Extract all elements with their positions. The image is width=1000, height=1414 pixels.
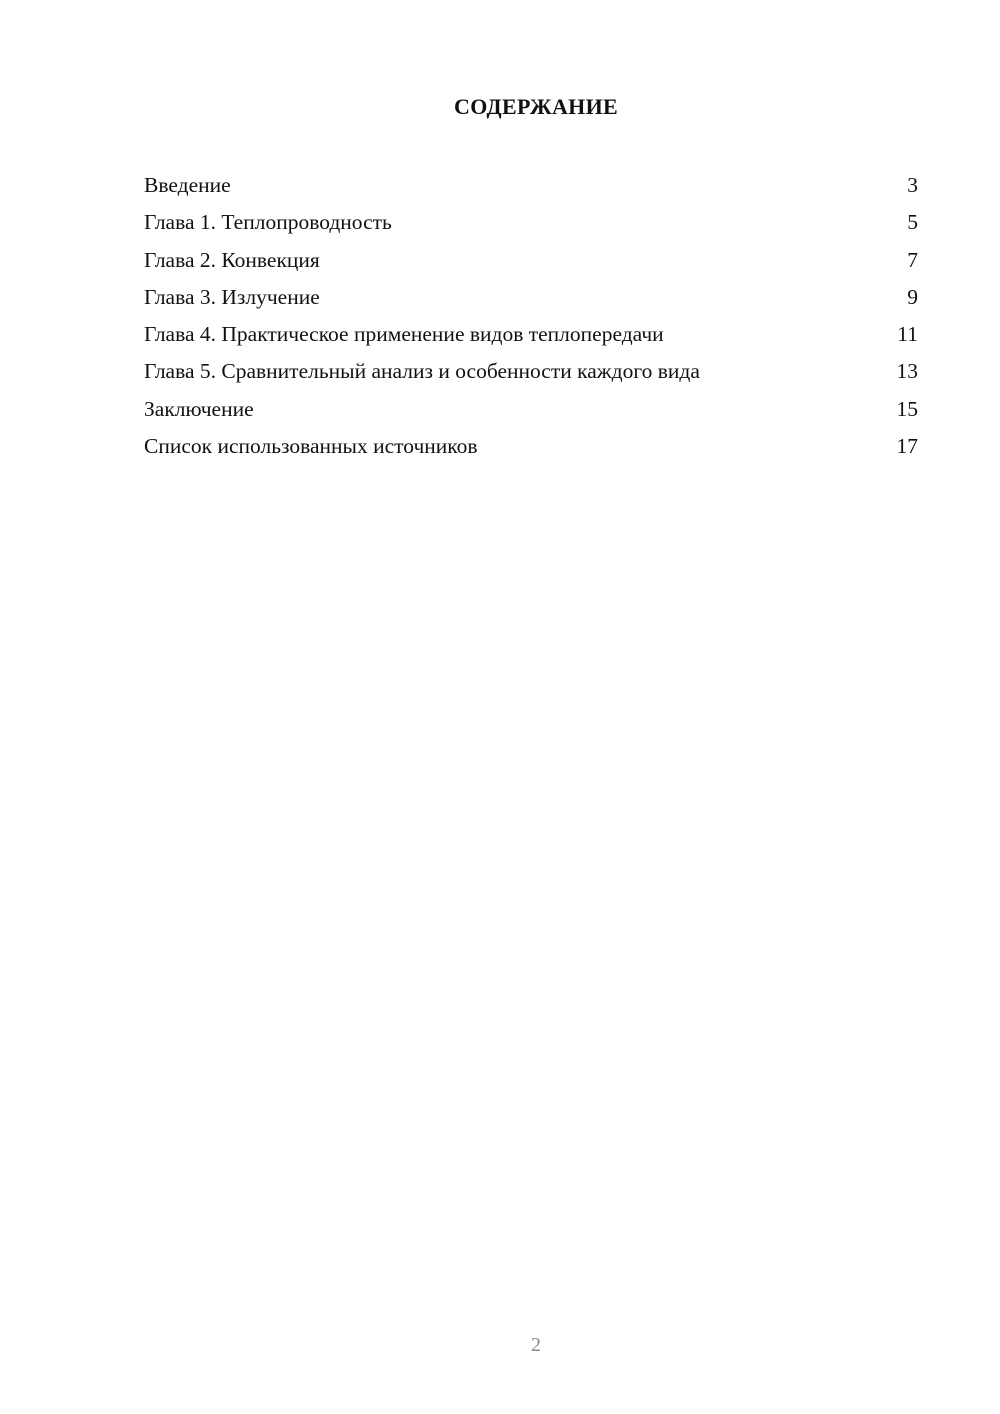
toc-item-chapter-3[interactable] [144,282,918,319]
toc-item-chapter-1[interactable] [144,207,918,244]
toc-item-page: 15 [896,396,918,421]
toc-item-label: Список использованных источников [144,434,478,459]
toc-item-page: 3 [907,173,918,197]
toc-item-introduction[interactable] [144,170,918,207]
toc-item-page: 7 [907,247,918,272]
table-of-contents [144,170,918,468]
toc-item-page: 11 [897,322,918,347]
toc-item-page: 9 [907,284,918,309]
toc-item-page: 13 [896,359,918,384]
toc-item-references[interactable] [144,431,918,468]
toc-item-chapter-4[interactable] [144,319,918,356]
toc-item-conclusion[interactable] [144,394,918,431]
toc-item-chapter-5[interactable] [144,356,918,393]
toc-item-label: Глава 3. Излучение [144,284,320,309]
page-title: СОДЕРЖАНИЕ [454,94,618,119]
toc-item-label: Введение [144,173,231,197]
toc-item-label: Глава 4. Практическое применение видов теплопередачи [144,322,664,347]
toc-item-page: 17 [896,434,918,459]
toc-item-label: Глава 1. Теплопроводность [144,210,392,235]
toc-item-label: Заключение [144,396,254,421]
page-number: 2 [531,1334,541,1356]
toc-item-label: Глава 2. Конвекция [144,247,320,272]
toc-item-chapter-2[interactable] [144,245,918,282]
toc-item-page: 5 [907,210,918,235]
toc-item-label: Глава 5. Сравнительный анализ и особенности каждого вида [144,359,700,384]
